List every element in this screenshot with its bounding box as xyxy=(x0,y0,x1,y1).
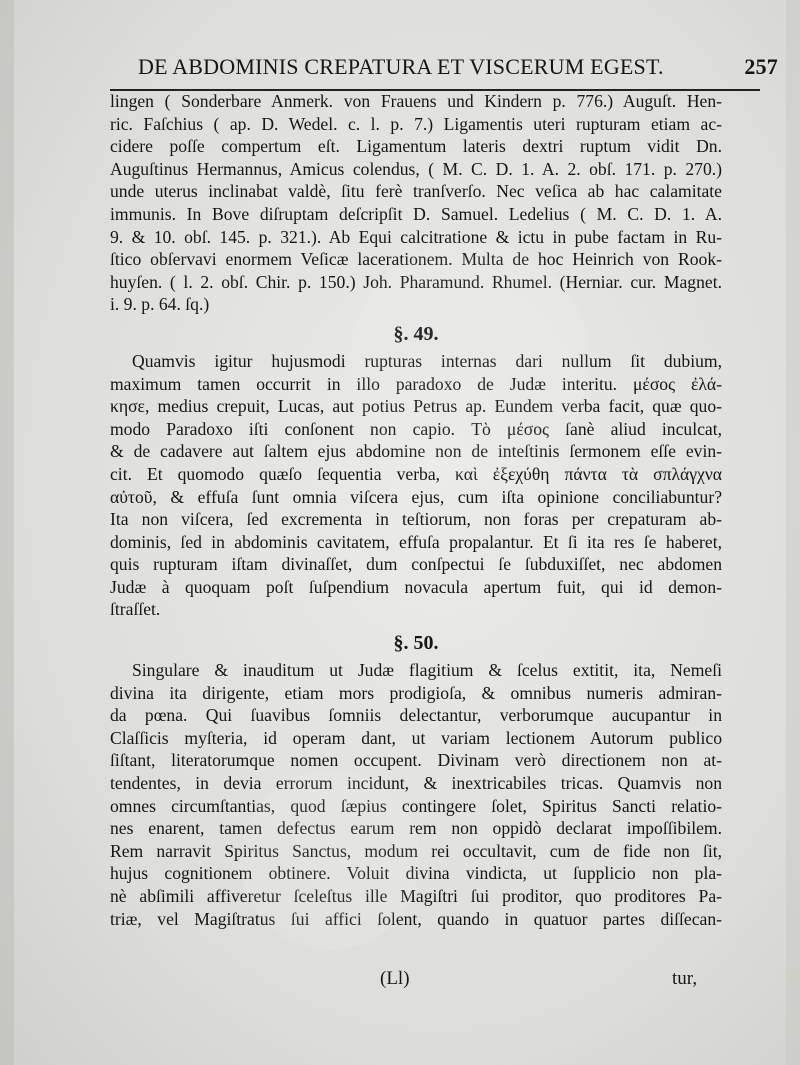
catchword: tur, xyxy=(672,968,698,989)
text-line: ſtraſſet. xyxy=(110,599,161,620)
text-line: divina ita dirigente, etiam mors prodigioſa, & omnibus numeris admiran- xyxy=(110,682,722,703)
text-line: Ita non viſcera, ſed excrementa in teſtiorum, non foras per crepaturam ab- xyxy=(110,509,722,530)
text-line: Claſſicis myſteria, id operam dant, ut variam lectionem Autorum publico xyxy=(110,727,722,748)
text-line: nes enarent, tamen defectus earum rem non oppidò declarat impoſſibilem. xyxy=(110,818,722,839)
page-number: 257 xyxy=(744,54,778,79)
text-line: tendentes, in devia errorum incidunt, & inextricabiles tricas. Quamvis non xyxy=(110,773,722,794)
text-line: hujus cognitionem obtinere. Voluit divina vindicta, ut ſupplicio non pla- xyxy=(110,863,722,884)
text-line: αὐτοῦ, & effuſa ſunt omnia viſcera ejus, cum iſta opinione conciliabuntur? xyxy=(110,486,722,507)
text-line: maximum tamen occurrit in illo paradoxo de Judæ interitu. μέσος ἐλά- xyxy=(110,373,722,394)
text-line: & de cadavere aut ſaltem ejus abdomine non de inteſtinis ſermonem eſſe evin- xyxy=(110,441,722,462)
section-heading: §. 49. xyxy=(393,322,439,345)
page-footer xyxy=(0,968,800,998)
paragraph-49 xyxy=(110,350,722,621)
page-body xyxy=(110,90,722,930)
text-line: triæ, vel Magiſtratus ſui affici ſolent, quando in quatuor partes diſſecan- xyxy=(110,908,722,929)
text-line: da pœna. Qui ſuavibus ſomniis delectantur, verborumque aucupantur in xyxy=(110,705,722,726)
paragraph-50 xyxy=(110,659,722,930)
text-line: dominis, ſed in abdominis cavitatem, effuſa propalantur. Et ſi ita res ſe haberet, xyxy=(110,531,722,552)
text-line: ric. Faſchius ( ap. D. Wedel. c. l. p. 7.) Ligamentis uteri rupturam etiam ac- xyxy=(110,113,722,134)
text-line: Rem narravit Spiritus Sanctus, modum rei occultavit, cum de fide non ſit, xyxy=(110,840,722,861)
text-line: nè abſimili affiveretur ſceleſtus ille Magiſtri ſui proditor, quo proditores Pa- xyxy=(110,886,722,906)
paragraph-continuation xyxy=(110,90,722,316)
text-line: quis rupturam iſtam divinaſſet, dum conſpectui ſe ſubduxiſſet, nec abdomen xyxy=(110,554,722,575)
text-line: huyſen. ( l. 2. obſ. Chir. p. 150.) Joh. Pharamund. Rhumel. (Herniar. cur. Magnet. xyxy=(110,271,722,292)
text-line: Quamvis igitur hujusmodi rupturas internas dari nullum ſit dubium, xyxy=(132,350,722,371)
text-line: Singulare & inauditum ut Judæ flagitium & ſcelus extitit, ita, Nemeſi xyxy=(132,660,722,681)
text-line: Judæ à quoquam poſt ſuſpendium novacula apertum fuit, qui id demon- xyxy=(110,576,722,597)
page-header xyxy=(110,52,778,86)
text-line: omnes circumſtantias, quod ſæpius contingere ſolet, Spiritus Sancti relatio- xyxy=(110,795,722,816)
text-line: cidere poſſe compertum eſt. Ligamentum lateris dextri ruptum vidit Dn. xyxy=(110,136,722,157)
signature-mark: (Ll) xyxy=(380,968,410,989)
text-line: ſtico obſervavi enormem Veſicæ lacerationem. Multa de hoc Heinrich von Rook- xyxy=(110,249,722,270)
text-line: immunis. In Bove diſruptam deſcripſit D. Samuel. Ledelius ( M. C. D. 1. A. xyxy=(110,203,722,224)
running-title: DE ABDOMINIS CREPATURA ET VISCERUM EGEST. xyxy=(138,54,664,79)
text-line: Auguſtinus Hermannus, Amicus colendus, ( M. C. D. 1. A. 2. obſ. 171. p. 270.) xyxy=(110,158,722,179)
text-line: ſiſtant, literatorumque nomen occupent. Divinam verò directionem non at- xyxy=(110,750,722,771)
text-line: i. 9. p. 64. ſq.) xyxy=(110,294,210,315)
text-line: unde uterus inclinabat valdè, ſitu ferè tranſverſo. Nec veſica ab hac calamitate xyxy=(110,181,722,202)
section-heading: §. 50. xyxy=(393,632,439,655)
text-line: κησε, medius crepuit, Lucas, aut potius Petrus ap. Eundem verba facit, quæ quo- xyxy=(110,396,722,417)
text-line: 9. & 10. obſ. 145. p. 321.). Ab Equi calcitratione & ictu in pube factam in Ru- xyxy=(110,226,722,247)
text-line: modo Paradoxo iſti conſonent non capio. Τὸ μέσος ſanè aliud inculcat, xyxy=(110,418,722,439)
text-line: lingen ( Sonderbare Anmerk. von Frauens und Kindern p. 776.) Auguſt. Hen- xyxy=(110,91,722,111)
text-line: cit. Et quomodo quæſo ſequentia verba, καὶ ἐξεχύθη πάντα τὰ σπλάγχνα xyxy=(110,463,722,484)
